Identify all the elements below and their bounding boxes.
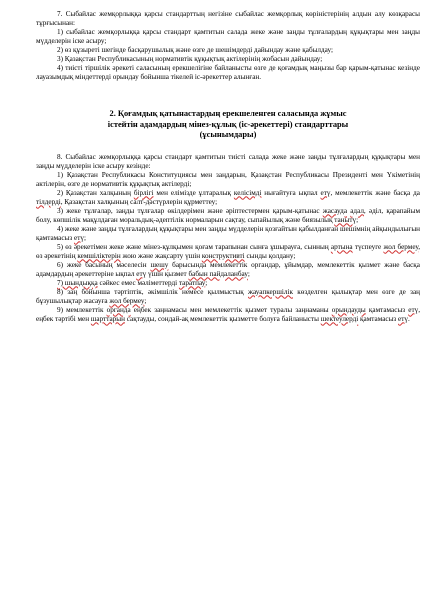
paragraph-8-item-1: 1) Қазақстан Республикасы Конституциясы мен заңдарын, Қазақстан Республикасы Президенті мен Үкіметінің актілерін, өзге де нормативтік құқықтық актілерді; <box>36 170 420 188</box>
heading-line-1: 2. Қоғамдық қатынастардың ерекшеленген саласында жұмыс <box>109 109 347 118</box>
paragraph-7-item-2: 2) өз құзыреті шегінде басқарушылық және өзге де шешімдерді дайындау және қабылдау; <box>57 46 333 54</box>
paragraph-8-item-7: 7) шындыққа сәйкес емес мәліметтерді таратпау; <box>57 278 208 287</box>
heading-spacer <box>36 141 420 153</box>
paragraph-8-item-4: 4) жеке және заңды тұлғалардың құқықтары мен заңды мүдделерін қозғайтын қабылданған шешімнің айқындылығын қамтамасыз етү; <box>36 224 420 242</box>
paragraph-8-item-9: 9) мемлекеттік органда еңбек заңнамасы мен мемлекеттік қызмет туралы заңнаманы орындауды қамтамасыз етү, еңбек тәртібі мен шарттарын сақтауды, сондай-ақ мемлекеттік қызметте болуға байланысты шектеулерді қамтамасыз етү. <box>36 305 420 323</box>
heading-line-3: (ұсынымдары) <box>199 130 257 139</box>
paragraph-7-item-1: 1) сыбайлас жемқорлыққа қарсы стандарт қамтитын салада жеке және заңды тұлғалардың құқықтары мен заңды мүдделерін іске асыру; <box>36 28 420 45</box>
section-heading <box>36 109 420 141</box>
heading-line-2: істейтін адамдардың мінез-құлық (іс-әрекеттері) стандарттары <box>107 119 349 129</box>
paragraph-8: 8. Сыбайлас жемқорлыққа қарсы стандарт қамтитын тиісті салада жеке және заңды тұлғалардың құқықтары мен заңды мүдделерін іске асыру кезінде: <box>36 152 420 170</box>
document-page <box>36 10 420 324</box>
paragraph-7-item-3: 3) Қазақстан Республикасының нормативтік құқықтық актілерінің жобасын дайындау; <box>57 55 323 63</box>
paragraph-8-item-8: 8) заң бойынша тәртіптік, әкімшілік немесе қылмыстық жауапкершілік көзделген қылықтар мен өзге де заң бұзушылықтар жасауға жол бермеу; <box>36 287 420 305</box>
paragraph-8-item-5: 5) өз әрекетімен жеке және мінез-құлқымен қоғам тарапынан сынға ұшырауға, сынның артына түспеуге жол бермеу, өз әрекетінің кемшіліктерін жою және жақсарту үшін конструктивті сынды қолдану; <box>36 242 421 260</box>
paragraph-8-item-6: 6) жеке басының мәселесін шешу барысында мемлекеттік органдар, ұйымдар, мемлекеттік қызмет және басқа адамдардың әрекеттеріне ықпал етү үшін қызмет бабын пайдаланбау; <box>36 260 420 278</box>
paragraph-8-item-3: 3) жеке тұлғалар, заңды тұлғалар өкілдерімен және әріптестермен қарым-қатынас жасауда адал, әділ, қарапайым болу, көпшілік мақұлдаған моральдық-әдептілік нормаларын сақтау, сыпайылық және биязылық танытү; <box>36 206 421 224</box>
section-spacer <box>36 82 420 109</box>
paragraph-8-item-2: 2) Қазақстан халқының бірлігі мен елімізде ұлтаралық келісімді нығайтуға ықпал етү, мемлекеттік және басқа да тілдерді, Қазақстан халқының салт-дәстүрлерін құрметтеу; <box>36 188 420 206</box>
paragraph-7: 7. Сыбайлас жемқорлыққа қарсы стандарттың негізіне сыбайлас жемқорлық көріністерінің алдын алу көзқарасы тұрғысынан: <box>36 10 420 27</box>
paragraph-7-item-4: 4) тиісті тіршілік әрекеті саласының ерекшелігіне байланысты өзге де қоғамдық маңызы бар қарым-қатынас кезінде лауазымдық міндеттерді орындау бойынша тікелей іс-әрекеттер алынған. <box>36 64 420 81</box>
